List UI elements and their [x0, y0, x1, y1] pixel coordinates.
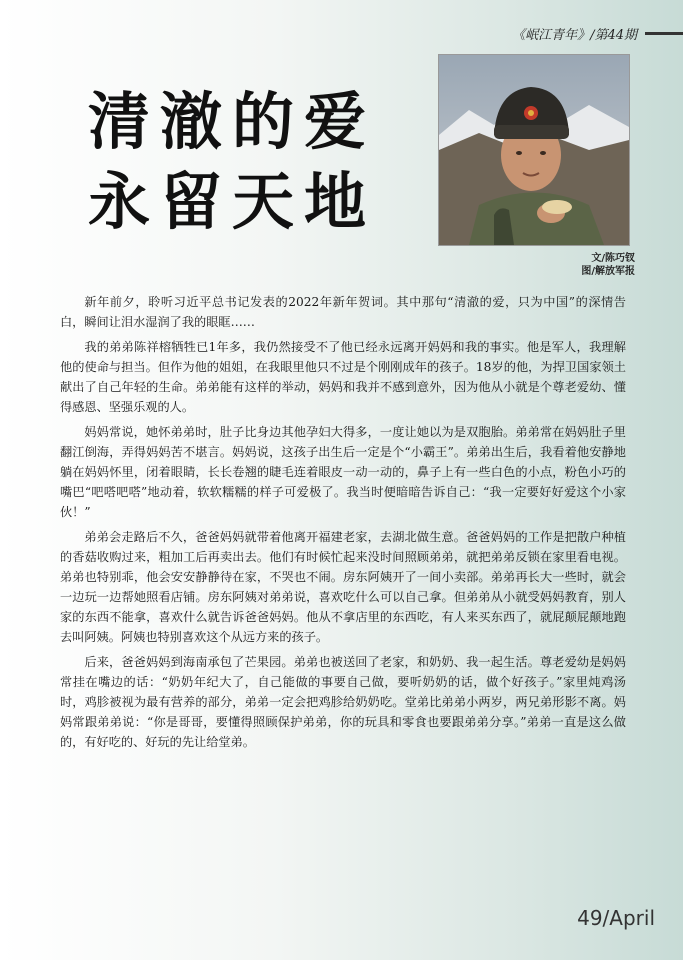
paragraph: 新年前夕，聆听习近平总书记发表的2022年新年贺词。其中那句“清澈的爱，只为中国”的深情告白，瞬间让泪水湿润了我的眼眶……	[60, 295, 626, 329]
magazine-issue: 《岷江青年》/第44期	[512, 27, 637, 43]
soldier-portrait-photo	[438, 54, 630, 246]
paragraph: 弟弟会走路后不久，爸爸妈妈就带着他离开福建老家，去湖北做生意。爸爸妈妈的工作是把散户种植的香菇收购过来，粗加工后再卖出去。他们有时候忙起来没时间照顾弟弟，就把弟弟反锁在家里看电视。弟弟也特别乖，他会安安静静待在家，不哭也不闹。房东阿姨开了一间小卖部。弟弟再长大一些时，就会一边玩一边帮她照看店铺。房东阿姨对弟弟说，喜欢吃什么可以自己拿。但弟弟从小就受妈妈教育，别人家的东西不能拿，喜欢什么就告诉爸爸妈妈。他从不拿店里的东西吃，有人来买东西了，就屁颠屁颠地跑去叫阿姨。阿姨也特别喜欢这个从远方来的孩子。	[60, 530, 626, 644]
photo-illustration	[439, 55, 629, 245]
photo-credit: 图/解放军报	[581, 266, 635, 277]
title-line-2: 永留天地	[88, 165, 377, 238]
article-body	[60, 292, 626, 757]
magazine-header	[443, 22, 683, 44]
title-line-1: 清澈的爱	[88, 85, 377, 158]
credits	[581, 252, 635, 278]
author-credit: 文/陈巧钗	[591, 253, 635, 264]
article-title	[88, 82, 428, 242]
paragraph: 妈妈常说，她怀弟弟时，肚子比身边其他孕妇大得多，一度让她以为是双胞胎。弟弟常在妈妈肚子里翻江倒海，弄得妈妈苦不堪言。妈妈说，这孩子出生后一定是个“小霸王”。弟弟出生后，我看着他安静地躺在妈妈怀里，闭着眼睛，长长卷翘的睫毛连着眼皮一动一动的，鼻子上有一些白色的小点，粉色小巧的嘴巴“吧嗒吧嗒”地动着，软软糯糯的样子可爱极了。我当时便暗暗告诉自己：“我一定要好好爱这个小家伙！”	[60, 425, 626, 519]
header-rule	[645, 32, 683, 35]
page-number: 49/April	[577, 906, 655, 930]
paragraph: 后来，爸爸妈妈到海南承包了芒果园。弟弟也被送回了老家，和奶奶、我一起生活。尊老爱幼是妈妈常挂在嘴边的话：“奶奶年纪大了，自己能做的事要自己做，要听奶奶的话，做个好孩子。”家里炖鸡汤时，鸡胗被视为最有营养的部分，弟弟一定会把鸡胗给奶奶吃。堂弟比弟弟小两岁，两兄弟形影不离。妈妈常跟弟弟说：“你是哥哥，要懂得照顾保护弟弟，你的玩具和零食也要跟弟弟分享。”弟弟一直是这么做的，有好吃的、好玩的先让给堂弟。	[60, 655, 626, 749]
paragraph: 我的弟弟陈祥榕牺牲已1年多，我仍然接受不了他已经永远离开妈妈和我的事实。他是军人，我理解他的使命与担当。但作为他的姐姐，在我眼里他只不过是个刚刚成年的孩子。18岁的他，为捍卫国家领土献出了自己年轻的生命。弟弟能有这样的举动，妈妈和我并不感到意外，因为他从小就是个尊老爱幼、懂得感恩、坚强乐观的人。	[60, 340, 626, 414]
